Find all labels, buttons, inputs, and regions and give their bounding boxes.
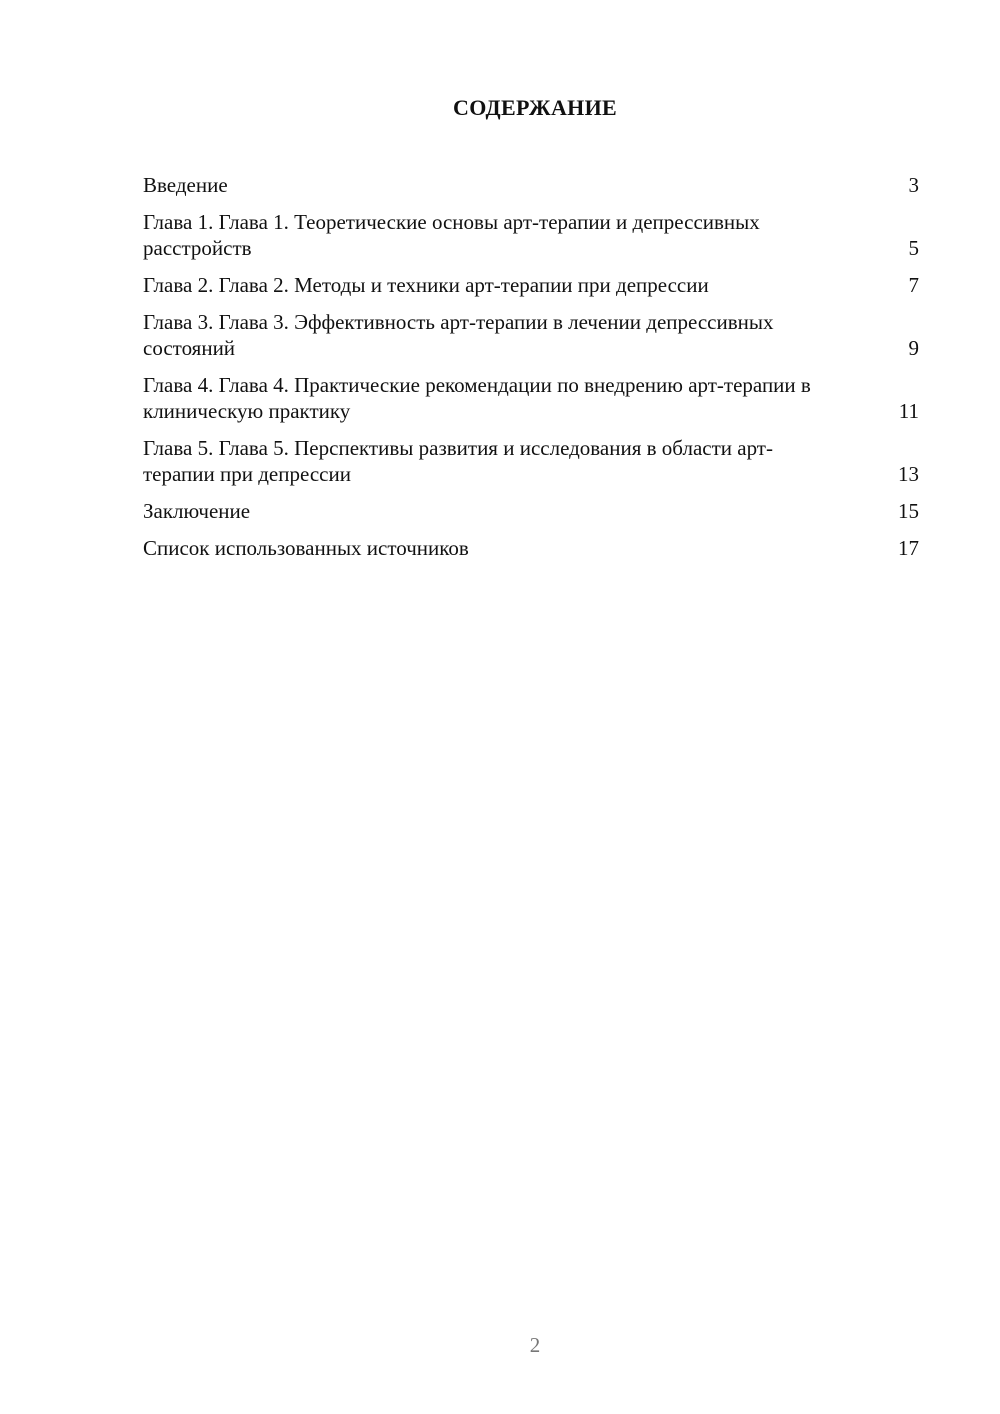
toc-entry-references — [143, 535, 919, 561]
toc-entry-title: Глава 4. Глава 4. Практические рекомендации по внедрению арт-терапии в клиническую практику — [143, 373, 811, 423]
toc-entry-conclusion — [143, 498, 919, 524]
toc-entry-page: 11 — [898, 399, 919, 423]
toc-entry-introduction — [143, 172, 919, 198]
toc-entry-title: Глава 3. Глава 3. Эффективность арт-терапии в лечении депрессивных состояний — [143, 310, 774, 360]
table-of-contents — [143, 172, 919, 572]
toc-entry-chapter-1 — [143, 209, 919, 261]
toc-entry-title: Глава 2. Глава 2. Методы и техники арт-терапии при депрессии — [143, 273, 709, 297]
toc-entry-title: Список использованных источников — [143, 536, 469, 560]
toc-entry-chapter-3 — [143, 309, 919, 361]
toc-entry-page: 13 — [898, 462, 919, 486]
toc-entry-page: 5 — [908, 236, 919, 260]
toc-entry-page: 9 — [908, 336, 919, 360]
page-number: 2 — [529, 1333, 541, 1357]
toc-entry-chapter-4 — [143, 372, 919, 424]
toc-entry-page: 3 — [908, 173, 919, 197]
toc-entry-title: Глава 5. Глава 5. Перспективы развития и исследования в области арт-терапии при депрессии — [143, 436, 773, 486]
toc-entry-title: Введение — [143, 173, 228, 197]
toc-entry-page: 15 — [898, 499, 919, 523]
toc-entry-page: 7 — [908, 273, 919, 297]
page-title: СОДЕРЖАНИЕ — [453, 95, 617, 120]
toc-entry-chapter-5 — [143, 435, 919, 487]
toc-entry-chapter-2 — [143, 272, 919, 298]
toc-entry-title: Заключение — [143, 499, 251, 523]
toc-entry-page: 17 — [898, 536, 919, 560]
toc-entry-title: Глава 1. Глава 1. Теоретические основы арт-терапии и депрессивных расстройств — [143, 210, 760, 260]
